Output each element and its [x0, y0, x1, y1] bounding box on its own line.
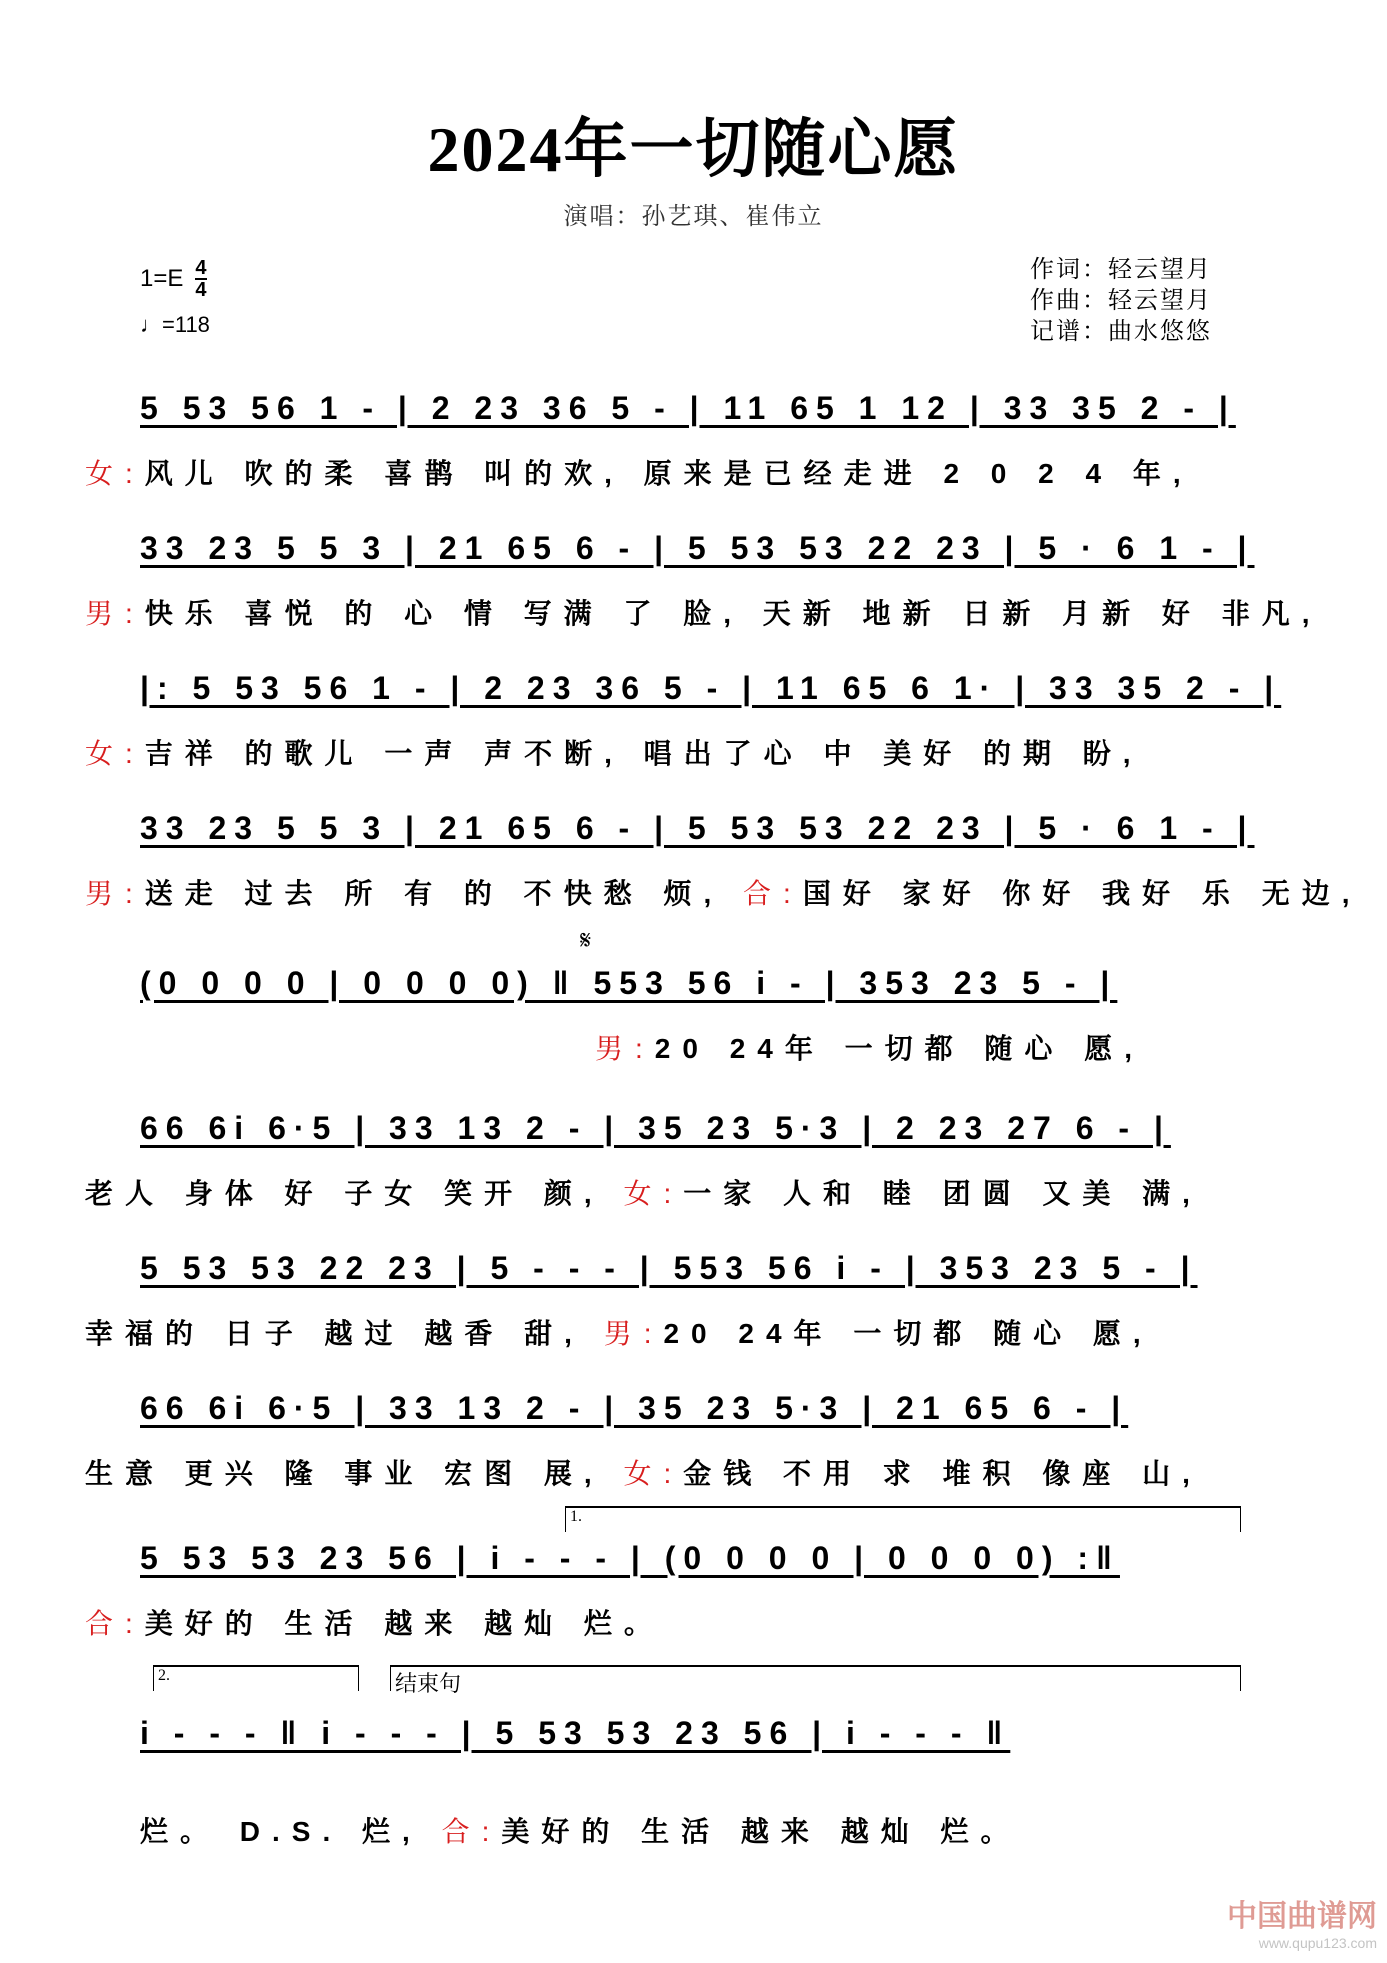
lyrics-line: 男:20 24年 一切都 随心 愿, [595, 1033, 1144, 1064]
lyricist: 作词：轻云望月 [1030, 256, 1212, 283]
lyrics-line: 幸福的 日子 越过 越香 甜, 男:20 24年 一切都 随心 愿, [85, 1318, 1153, 1349]
volta-2: 2. [153, 1665, 359, 1691]
lyrics-line: 老人 身体 好 子女 笑开 颜, 女:一家 人和 睦 团圆 又美 满, [85, 1178, 1202, 1209]
lyrics-line: 烂。 D.S. 烂, 合:美好的 生活 越来 越灿 烂。 [140, 1816, 1021, 1847]
segno-sign: 𝄋 [580, 925, 592, 955]
watermark-url: www.qupu123.com [1258, 1935, 1377, 1951]
notation-line: i - - - ‖ i - - - | 5 53 53 23 56 | i - - - ‖ [140, 1715, 1011, 1751]
notation-line: 5 53 56 1 - | 2 23 36 5 - | 11 65 1 12 | 33 35 2 - | [140, 390, 1236, 426]
lyrics-line: 合:美好的 生活 越来 越灿 烂。 [85, 1608, 664, 1639]
notation-line: 66 6i 6·5 | 33 13 2 - | 35 23 5·3 | 2 23 27 6 - | [140, 1110, 1171, 1146]
key-signature [140, 258, 207, 300]
volta-1: 1. [565, 1506, 1241, 1532]
lyrics-line: 男:快乐 喜悦 的 心 情 写满 了 脸, 天新 地新 日新 月新 好 非凡, [85, 598, 1322, 629]
song-title: 2024年一切随心愿 [427, 114, 960, 185]
notation-line: 5 53 53 22 23 | 5 - - - | 553 56 i - | 353 23 5 - | [140, 1250, 1198, 1286]
composer: 作曲：轻云望月 [1030, 287, 1212, 314]
notation-line: (0 0 0 0 | 0 0 0 0) ‖ 553 56 i - | 353 23 5 - | [140, 965, 1118, 1001]
notation-line: 33 23 5 5 3 | 21 65 6 - | 5 53 53 22 23 | 5 · 6 1 - | [140, 810, 1255, 846]
time-signature: $\frac{4}{4}$ [195, 257, 207, 301]
transcriber: 记谱：曲水悠悠 [1030, 318, 1212, 345]
watermark [1227, 1891, 1377, 1951]
notation-line: |: 5 53 56 1 - | 2 23 36 5 - | 11 65 6 1· | 33 35 2 - | [140, 670, 1282, 706]
notation-line: 33 23 5 5 3 | 21 65 6 - | 5 53 53 22 23 | 5 · 6 1 - | [140, 530, 1255, 566]
notation-line: 66 6i 6·5 | 33 13 2 - | 35 23 5·3 | 21 65 6 - | [140, 1390, 1129, 1426]
lyrics-line: 女:吉祥 的歌儿 一声 声不断, 唱出了心 中 美好 的期 盼, [85, 738, 1143, 769]
singer-credit: 演唱：孙艺琪、崔伟立 [563, 203, 824, 230]
key-label: 1=E [140, 265, 184, 292]
tempo-marking: ♩=118 [140, 312, 210, 337]
coda-bracket: 结束句 [390, 1665, 1241, 1691]
lyrics-line: 女:风儿 吹的柔 喜鹊 叫的欢, 原来是已经走进 2 0 2 4 年, [85, 458, 1193, 489]
lyrics-line: 男:送走 过去 所 有 的 不快愁 烦, 合:国好 家好 你好 我好 乐 无边, [85, 878, 1362, 909]
watermark-logo: 中国曲谱网 [1227, 1900, 1377, 1933]
credits [1030, 254, 1212, 347]
lyrics-line: 生意 更兴 隆 事业 宏图 展, 女:金钱 不用 求 堆积 像座 山, [85, 1458, 1202, 1489]
notation-line: 5 53 53 23 56 | i - - - | (0 0 0 0 | 0 0 0 0) :‖ [140, 1540, 1120, 1576]
